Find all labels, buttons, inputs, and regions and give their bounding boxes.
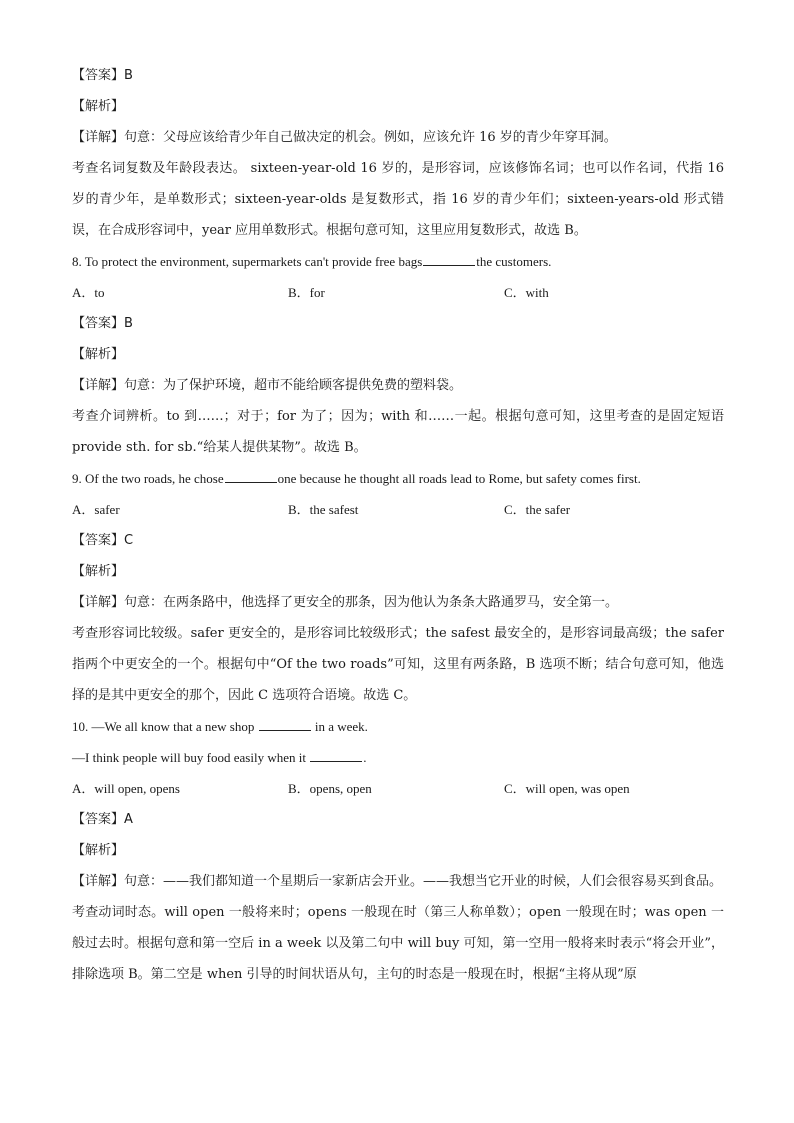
option-b: B．the safest xyxy=(288,502,359,517)
analysis-label: 【解析】 xyxy=(72,843,125,858)
stem-text: 9. Of the two roads, he chose xyxy=(72,471,224,486)
detail-paragraph: 【详解】句意：——我们都知道一个星期后一家新店会开业。——我想当它开业的时候，人们会很容易买到食品。 xyxy=(72,874,723,889)
question-8-stem xyxy=(72,246,724,277)
question-9-options xyxy=(72,494,724,525)
option-b: B．for xyxy=(288,285,325,300)
document-page xyxy=(72,60,724,990)
answer-blank xyxy=(225,470,277,483)
question-10-options xyxy=(72,773,724,804)
option-b: B．opens, open xyxy=(288,781,372,796)
explanation-paragraph: 考查名词复数及年龄段表达。 sixteen-year-old 16 岁的，是形容词，应该修饰名词；也可以作名词，代指 16 岁的青少年，是单数形式；sixteen-year-olds 是复数形式，指 16 岁的青少年们；sixteen-years-old 形式错误，在合成形容词中，year 应用单数形式。根据句意可知，这里应用复数形式，故选 B。 xyxy=(72,161,724,238)
answer-blank xyxy=(259,718,311,731)
stem-text: the customers. xyxy=(476,254,552,269)
explanation-paragraph: 考查动词时态。will open 一般将来时；opens 一般现在时（第三人称单数）；open 一般现在时；was open 一般过去时。根据句意和第一空后 in a week 以及第二句中 will buy 可知，第一空用一般将来时表示“将会开业”，排除选项 B。第二空是 when 引导的时间状语从句，主句的时态是一般现在时，根据“主将从现”原 xyxy=(72,905,724,982)
option-c: C．the safer xyxy=(504,502,571,517)
answer-label: 【答案】C xyxy=(72,533,134,548)
detail-paragraph: 【详解】句意：在两条路中，他选择了更安全的那条，因为他认为条条大路通罗马，安全第一。 xyxy=(72,595,619,610)
option-a: A．will open, opens xyxy=(72,781,180,796)
question-8-options xyxy=(72,277,724,308)
option-a: A．safer xyxy=(72,502,120,517)
question-9-stem xyxy=(72,463,724,494)
stem-text: . xyxy=(363,750,367,765)
stem-text: one because he thought all roads lead to Rome, but safety comes first. xyxy=(277,471,641,486)
question-10-stem-line-1 xyxy=(72,711,724,742)
explanation-paragraph: 考查介词辨析。to 到……；对于；for 为了；因为；with 和……一起。根据句意可知，这里考查的是固定短语 provide sth. for sb.“给某人提供某物”。故选 B。 xyxy=(72,409,724,455)
answer-blank xyxy=(310,749,362,762)
option-c: C．with xyxy=(504,285,549,300)
stem-text: 8. To protect the environment, supermarkets can't provide free bags xyxy=(72,254,423,269)
analysis-label: 【解析】 xyxy=(72,564,125,579)
question-10-stem-line-2 xyxy=(72,742,724,773)
stem-text: 10. —We all know that a new shop xyxy=(72,719,255,734)
option-a: A．to xyxy=(72,285,105,300)
explanation-paragraph: 考查形容词比较级。safer 更安全的，是形容词比较级形式；the safest 最安全的，是形容词最高级；the safer 指两个中更安全的一个。根据句中“Of the two roads”可知，这里有两条路，B 选项不断；结合句意可知，他选择的是其中更安全的那个，因此 C 选项符合语境。故选 C。 xyxy=(72,626,724,703)
stem-text: —I think people will buy food easily when it xyxy=(72,750,306,765)
answer-label: 【答案】A xyxy=(72,812,133,827)
answer-label: 【答案】B xyxy=(72,316,133,331)
stem-text: in a week. xyxy=(314,719,368,734)
option-c: C．will open, was open xyxy=(504,781,630,796)
analysis-label: 【解析】 xyxy=(72,347,125,362)
answer-label: 【答案】B xyxy=(72,68,133,83)
detail-paragraph: 【详解】句意：父母应该给青少年自己做决定的机会。例如，应该允许 16 岁的青少年穿耳洞。 xyxy=(72,130,617,145)
analysis-label: 【解析】 xyxy=(72,99,125,114)
answer-blank xyxy=(423,253,475,266)
detail-paragraph: 【详解】句意：为了保护环境，超市不能给顾客提供免费的塑料袋。 xyxy=(72,378,463,393)
